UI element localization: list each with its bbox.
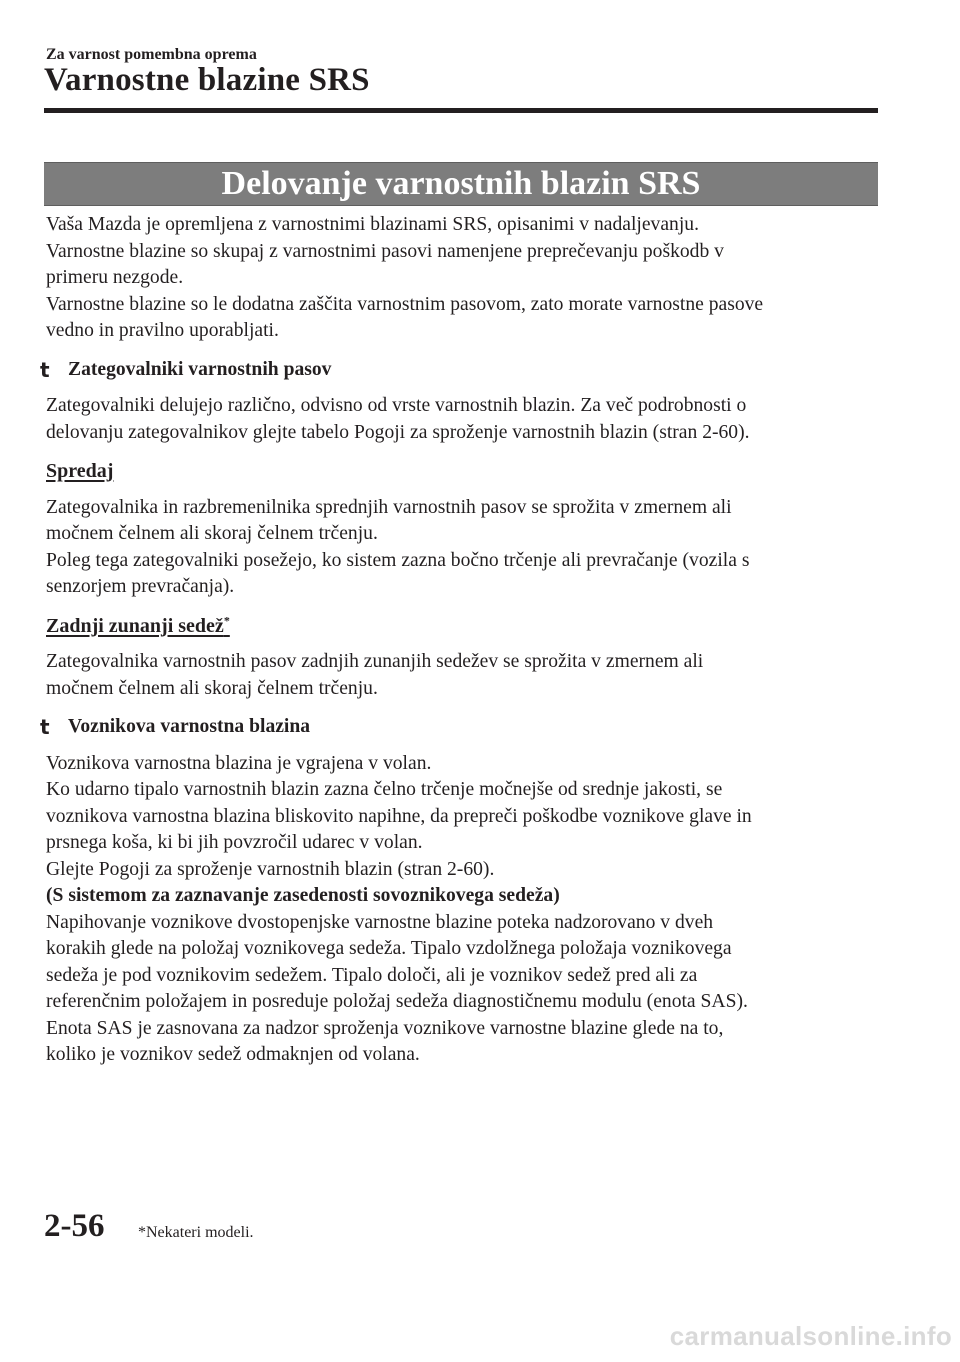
bullet-icon: t [40,715,50,739]
rear-line: Zategovalnika varnostnih pasov zadnjih zunanjih sedežev se sprožita v zmernem ali [46,651,704,672]
pretensioners-line: delovanju zategovalnikov glejte tabelo Pogoji za sproženje varnostnih blazin (stran 2-60). [46,421,750,443]
rear-heading-text: Zadnji zunanji sedež [46,614,224,637]
front-line: močnem čelnem ali skoraj čelnem trčenju. [46,523,378,544]
intro-line: vedno in pravilno uporabljati. [46,320,279,341]
driver-line: Napihovanje voznikove dvostopenjske varnostne blazine poteka nadzorovano v dveh [46,911,714,933]
intro-line: Vaša Mazda je opremljena z varnostnimi blazinami SRS, opisanimi v nadaljevanju. [46,214,699,235]
driver-airbag-heading [40,714,882,741]
optional-marker: * [223,612,230,627]
footnote: *Nekateri modeli. [138,1224,254,1241]
intro-line: primeru nezgode. [46,267,184,288]
driver-line: Glejte Pogoji za sproženje varnostnih blazin (stran 2-60). [46,858,495,880]
driver-line: Ko udarno tipalo varnostnih blazin zazna čelno trčenje močnejše od srednje jakosti, se [46,779,723,800]
front-line: Poleg tega zategovalniki posežejo, ko sistem zazna bočno trčenje ali prevračanje (vozila s [46,549,750,571]
section-label: Za varnost pomembna oprema [46,46,257,63]
banner-title: Delovanje varnostnih blazin SRS [221,165,701,202]
pretensioners-heading-text: Zategovalniki varnostnih pasov [68,358,332,380]
driver-line: Enota SAS je zasnovana za nadzor sproženja voznikove varnostne blazine glede na to, [46,1017,724,1039]
section-title: Varnostne blazine SRS [44,62,370,98]
driver-line: prsnega koša, ki bi jih povzročil udarec v volan. [46,832,423,853]
driver-airbag-heading-text: Voznikova varnostna blazina [68,716,311,737]
pretensioners-line: Zategovalniki delujejo različno, odvisno od vrste varnostnih blazin. Za več podrobnosti o [46,395,747,416]
pretensioners-heading [40,357,882,384]
rear-heading [46,613,882,640]
chapter-banner [44,162,878,206]
rear-line: močnem čelnem ali skoraj čelnem trčenju. [46,677,378,699]
bullet-icon: t [40,357,50,382]
driver-line: referenčnim položajem in posreduje položaj sedeža diagnostičnemu modulu (enota SAS). [46,991,748,1012]
driver-line: Voznikova varnostna blazina je vgrajena v volan. [46,752,432,774]
page-number: 2-56 [44,1208,105,1244]
driver-line: korakih glede na položaj voznikovega sedeža. Tipalo vzdolžnega položaja voznikovega [46,938,732,959]
driver-subheading: (S sistemom za zaznavanje zasedenosti sovoznikovega sedeža) [46,885,560,906]
front-heading: Spredaj [46,460,114,482]
watermark-logo: carmanualsonline.info [669,1321,952,1351]
body-text [40,212,882,1069]
intro-line: Varnostne blazine so skupaj z varnostnimi pasovi namenjene preprečevanju poškodb v [46,240,724,262]
title-rule [44,108,878,113]
driver-line: voznikova varnostna blazina bliskovito napihne, da prepreči poškodbe voznikove glave in [46,805,752,827]
front-line: Zategovalnika in razbremenilnika sprednjih varnostnih pasov se sprožita v zmernem ali [46,496,732,518]
driver-line: koliko je voznikov sedež odmaknjen od volana. [46,1044,420,1065]
driver-line: sedeža je pod voznikovim sedežem. Tipalo določi, ali je voznikov sedež pred ali za [46,964,698,986]
front-line: senzorjem prevračanja). [46,576,235,597]
intro-line: Varnostne blazine so le dodatna zaščita varnostnim pasovom, zato morate varnostne pasove [46,293,764,315]
